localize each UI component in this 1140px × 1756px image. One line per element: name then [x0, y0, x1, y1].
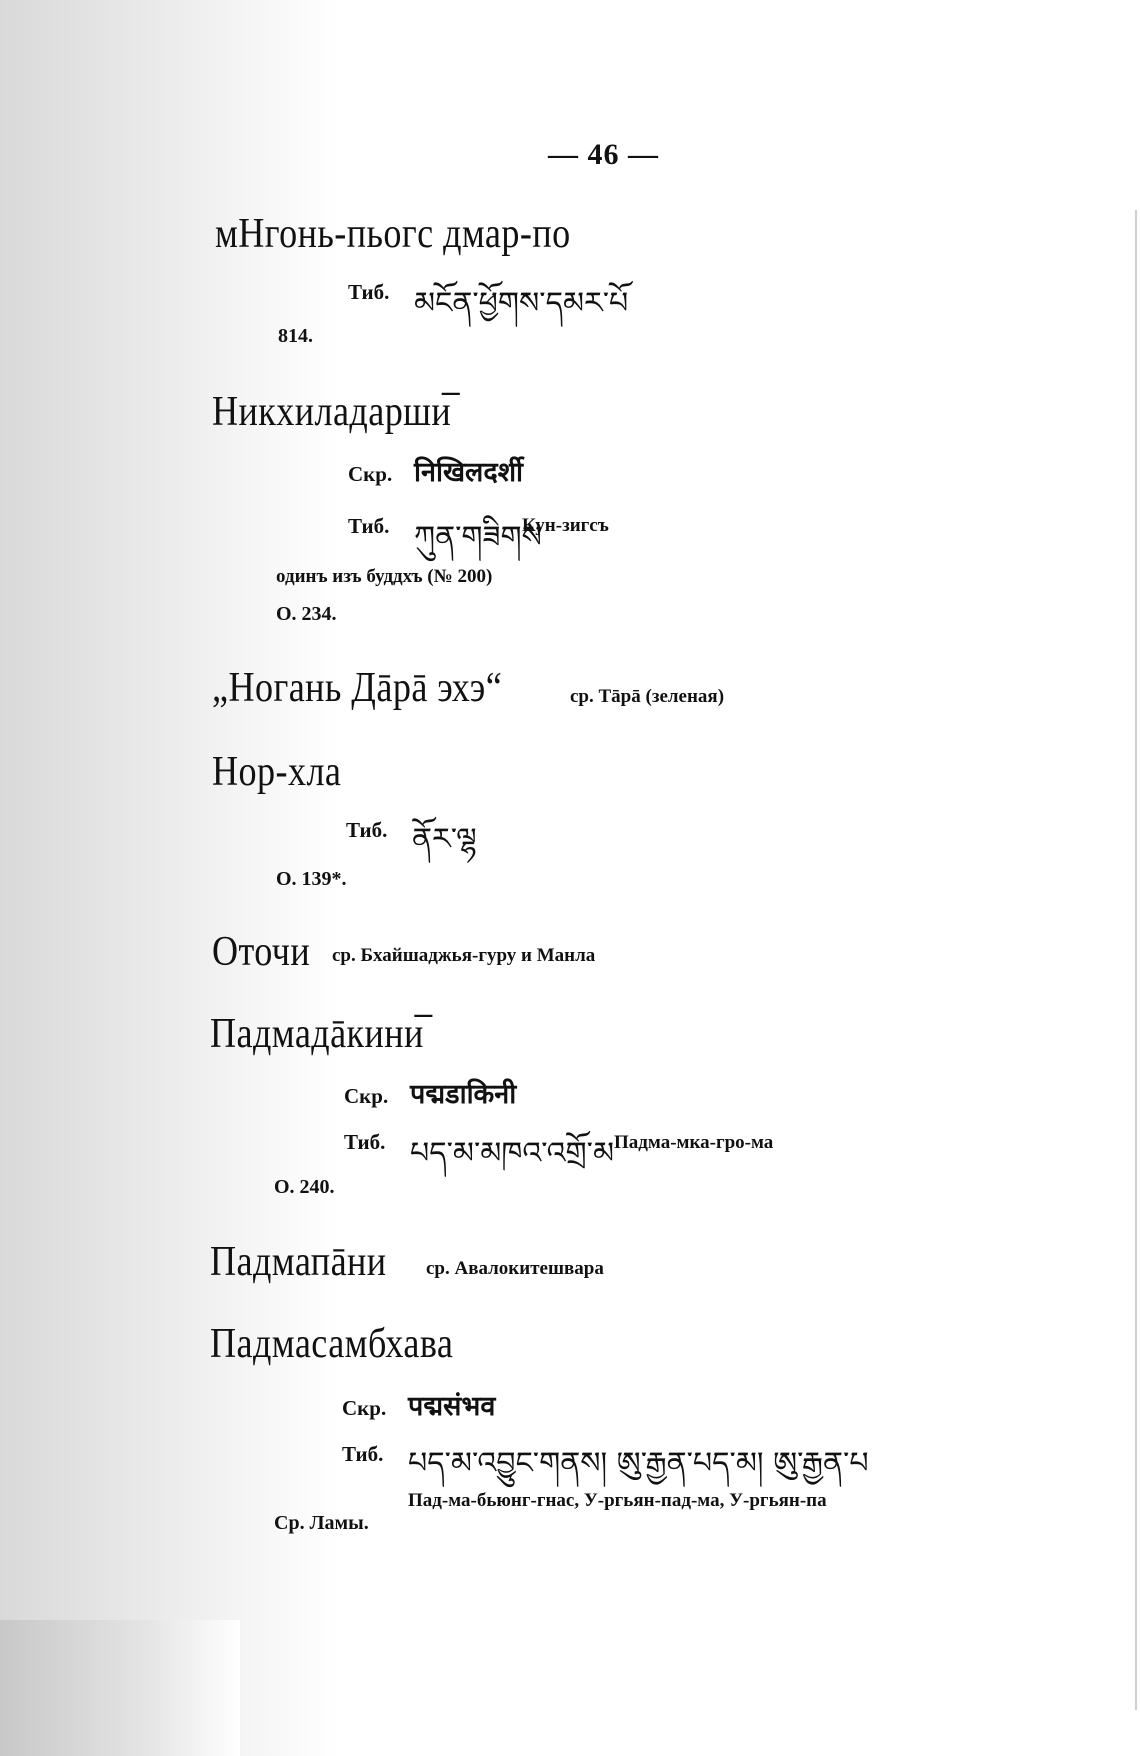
cross-reference: ср. Бхайшаджья-гуру и Манла [332, 945, 596, 966]
sanskrit-label: Скр. [342, 1396, 387, 1420]
tibetan-transliteration: Кун-зигсъ [522, 515, 609, 536]
tibetan-label: Тиб. [342, 1442, 384, 1466]
entry-heading: мНгонь-пьогс дмар-по [215, 211, 571, 257]
reference-number: О. 234. [276, 603, 337, 625]
cross-reference: ср. Авалокитешвара [426, 1258, 604, 1279]
page-shadow-bottom [0, 1620, 240, 1756]
entry-note: одинъ изъ буддхъ (№ 200) [276, 566, 493, 587]
entry-heading: Падмапāни [210, 1239, 387, 1285]
entry-heading: Никхиладарши̅ [212, 389, 452, 435]
reference-number: Ср. Ламы. [274, 1512, 369, 1534]
tibetan-script: མངོན་ཕྱོགས་དམར་པོ [414, 286, 629, 321]
tibetan-label: Тиб. [344, 1130, 386, 1154]
tibetan-transliteration: Пад-ма-бьюнг-гнас, У-ргьян-пад-ма, У-ргьян-па [408, 1490, 827, 1511]
tibetan-script: ནོར་ལྷ [412, 822, 477, 857]
sanskrit-label: Скр. [348, 462, 393, 486]
sanskrit-script: पद्मसंभव [408, 1391, 496, 1422]
tibetan-transliteration: Падма-мка-гро-ма [614, 1132, 774, 1153]
tibetan-label: Тиб. [348, 280, 390, 304]
sanskrit-label: Скр. [344, 1084, 389, 1108]
tibetan-label: Тиб. [346, 818, 388, 842]
page-number: — 46 — [548, 138, 659, 171]
sanskrit-script: निखिलदर्शी [414, 457, 524, 488]
page-edge [1135, 210, 1137, 1710]
entry-heading: Нор-хла [212, 749, 342, 795]
tibetan-label: Тиб. [348, 514, 390, 538]
entry-heading: „Ногань Дāрā эхэ“ [212, 665, 503, 711]
reference-number: О. 139*. [276, 868, 347, 890]
tibetan-script: པད་མ་འབྱུང་གནས། ཨུ་རྒྱན་པད་མ། ཨུ་རྒྱན་པ [408, 1446, 869, 1481]
entry-heading: Падмадāкини̅ [210, 1011, 424, 1057]
entry-heading: Оточи [212, 929, 311, 975]
cross-reference: ср. Тāрā (зеленая) [570, 686, 725, 707]
reference-number: О. 240. [274, 1176, 335, 1198]
sanskrit-script: पद्मडाकिनी [410, 1079, 517, 1110]
tibetan-script: པད་མ་མཁའ་འགྲོ་མ [410, 1136, 614, 1171]
reference-number: 814. [278, 325, 313, 347]
entry-heading: Падмасамбхава [210, 1321, 454, 1367]
tibetan-script: ཀུན་གཟིགས [414, 520, 542, 555]
